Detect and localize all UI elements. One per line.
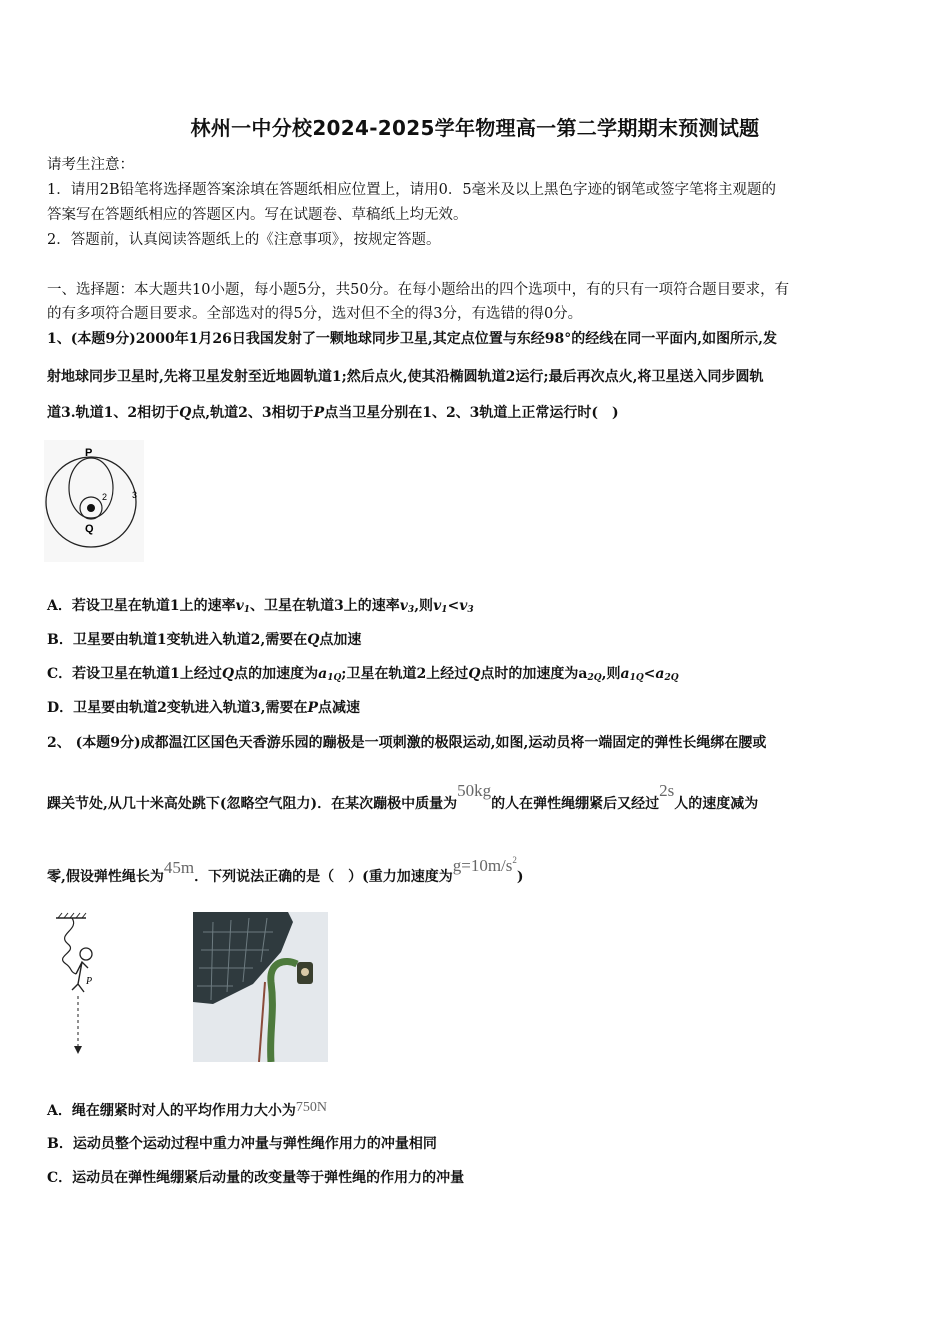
q1-option-c-text-1: 若设卫星在轨道1上经过: [72, 666, 222, 682]
q1-option-a-text-1: 若设卫星在轨道1上的速率: [71, 598, 236, 614]
q1-line-1: 1、(本题9分)2000年1月26日我国发射了一颗地球同步卫星,其定点位置与东经98°的经线在同一平面内,如图所示,发: [47, 331, 778, 347]
q1-option-a: [47, 595, 474, 615]
bungee-diagram-figure: [52, 912, 112, 1060]
q1-option-c-text-3: ;卫星在轨道2上经过: [341, 666, 469, 682]
q1-option-a-v1-sub: 1: [243, 605, 251, 615]
fall-arrow-head: [74, 1046, 82, 1054]
q1-option-b-q: Q: [307, 632, 320, 648]
q1-option-a-text-2: 、卫星在轨道3上的速率: [250, 598, 400, 614]
page-title: 林州一中分校2024-2025学年物理高一第二学期期末预测试题: [190, 116, 760, 140]
q2-line-1: 2、 (本题9分)成都温江区国色天香游乐园的蹦极是一项刺激的极限运动,如图,运动员将一端固定的弹性长绳绑在腰或: [47, 735, 767, 751]
q1-line-3: [47, 402, 619, 422]
q1-option-a-v3: v: [399, 598, 408, 614]
jumper-face: [301, 968, 309, 976]
q1-line-3-a: 道3.轨道1、2相切于: [47, 405, 180, 421]
q2-option-a-force: 750N: [295, 1100, 327, 1115]
q1-option-c-a1: a: [318, 666, 328, 682]
q1-option-c-text-2: 点的加速度为: [234, 666, 319, 682]
q2-gravity-value: g=10m/s: [452, 856, 513, 875]
q2-option-c-text: 运动员在弹性绳绷紧后动量的改变量等于弹性绳的作用力的冲量: [72, 1170, 465, 1186]
jumper-head: [80, 948, 92, 960]
notice-line-2: 答案写在答题纸相应的答题区内。写在试题卷、草稿纸上均无效。: [47, 207, 468, 223]
q1-option-c-cmp-a2: a: [655, 666, 665, 682]
bungee-photo-figure: [193, 912, 328, 1062]
q1-option-c-text-5: ,则: [601, 666, 621, 682]
q2-line-2-c: 人的速度减为: [674, 796, 759, 812]
q2-option-b-label: B．: [47, 1136, 73, 1152]
q2-line-2: [47, 781, 759, 813]
q2-option-a: [47, 1100, 327, 1120]
section-1-line-1: 一、选择题：本大题共10小题，每小题5分，共50分。在每小题给出的四个选项中，有的只有一项符合题目要求，有: [47, 282, 790, 298]
q2-option-c-label: C．: [47, 1170, 73, 1186]
q1-option-c-cmp-a1: a: [620, 666, 630, 682]
q1-option-a-cmp-v3-sub: 3: [467, 605, 474, 615]
q1-line-2: 射地球同步卫星时,先将卫星发射至近地圆轨道1;然后点火,使其沿椭圆轨道2运行;最后再次点火,将卫星送入同步圆轨: [47, 369, 764, 385]
earth-dot: [87, 504, 95, 512]
q1-option-c-q2: Q: [468, 666, 481, 682]
q1-option-a-cmp-v1-sub: 1: [441, 605, 448, 615]
q1-option-b-text-2: 点加速: [319, 632, 362, 648]
q2-option-a-text: 绳在绷紧时对人的平均作用力大小为: [71, 1103, 296, 1119]
orbit-label-3: 3: [132, 490, 138, 500]
q2-line-2-a: 踝关节处,从几十米高处跳下(忽略空气阻力)．在某次蹦极中质量为: [47, 796, 458, 812]
q1-option-a-cmp-v3: v: [459, 598, 468, 614]
q1-option-d-text-2: 点减速: [318, 700, 361, 716]
q1-line-3-b: 点,轨道2、3相切于: [191, 405, 314, 421]
q2-option-b: [47, 1133, 437, 1153]
jumper-label-p: P: [86, 976, 93, 987]
q2-line-3: [47, 855, 524, 886]
q1-option-d-label: D．: [47, 700, 74, 716]
q1-option-c: [47, 663, 679, 683]
q2-option-c: [47, 1167, 464, 1187]
q2-line-3-c: ): [516, 869, 524, 885]
q1-option-d-text-1: 卫星要由轨道2变轨进入轨道3,需要在: [73, 700, 308, 716]
q1-option-b: [47, 629, 361, 649]
q2-line-3-b: ．下列说法正确的是（ ）(重力加速度为: [194, 869, 453, 885]
q1-option-c-lt: <: [643, 666, 656, 682]
q1-option-c-q1: Q: [221, 666, 235, 682]
orbit-figure: [44, 440, 144, 562]
notice-line-3: 2．答题前，认真阅读答题纸上的《注意事项》，按规定答题。: [47, 232, 441, 248]
q1-option-c-cmp-a1-sub: 1Q: [629, 673, 644, 683]
q1-option-d: [47, 697, 360, 717]
q1-option-a-lt: <: [447, 598, 460, 614]
q2-time-value: 2s: [659, 781, 675, 800]
q1-option-c-a1-sub: 1Q: [327, 673, 342, 683]
q2-line-2-b: 的人在弹性绳绷紧后又经过: [491, 796, 660, 812]
q1-option-c-label: C．: [47, 666, 73, 682]
q2-gravity-exponent: 2: [512, 855, 517, 865]
q1-option-a-label: A．: [47, 598, 72, 614]
q1-option-c-text-4: 点时的加速度为a: [480, 666, 588, 682]
elastic-rope: [63, 918, 76, 974]
q1-point-q: Q: [179, 405, 192, 421]
q1-option-c-a2-sub: 2Q: [587, 673, 602, 683]
q1-option-b-label: B．: [47, 632, 73, 648]
q1-option-b-text-1: 卫星要由轨道1变轨进入轨道2,需要在: [72, 632, 308, 648]
orbit-label-2: 2: [102, 492, 108, 502]
orbit-label-q: Q: [85, 523, 94, 535]
q2-option-a-label: A．: [47, 1103, 72, 1119]
q2-length-value: 45m: [163, 858, 195, 877]
notice-heading: 请考生注意：: [47, 157, 134, 173]
q1-option-c-cmp-a2-sub: 2Q: [664, 673, 679, 683]
q1-line-3-c: 点当卫星分别在1、2、3轨道上正常运行时( ): [324, 405, 619, 421]
q2-option-b-text: 运动员整个运动过程中重力冲量与弹性绳作用力的冲量相同: [72, 1136, 437, 1152]
q1-point-p: P: [313, 405, 325, 421]
q1-option-a-text-3: ,则: [414, 598, 434, 614]
q2-line-3-a: 零,假设弹性绳长为: [47, 869, 164, 885]
section-1-line-2: 的有多项符合题目要求。全部选对的得5分，选对但不全的得3分，有选错的得0分。: [47, 306, 583, 322]
notice-line-1: 1．请用2B铅笔将选择题答案涂填在答题纸相应位置上，请用0．5毫米及以上黑色字迹的钢笔或签字笔将主观题的: [47, 182, 777, 198]
q1-option-d-p: P: [307, 700, 319, 716]
orbit-label-p: P: [85, 447, 93, 459]
q2-mass-value: 50kg: [457, 781, 492, 800]
q1-option-a-v3-sub: 3: [407, 605, 415, 615]
q1-option-a-v1: v: [235, 598, 244, 614]
q1-option-a-cmp-v1: v: [433, 598, 442, 614]
